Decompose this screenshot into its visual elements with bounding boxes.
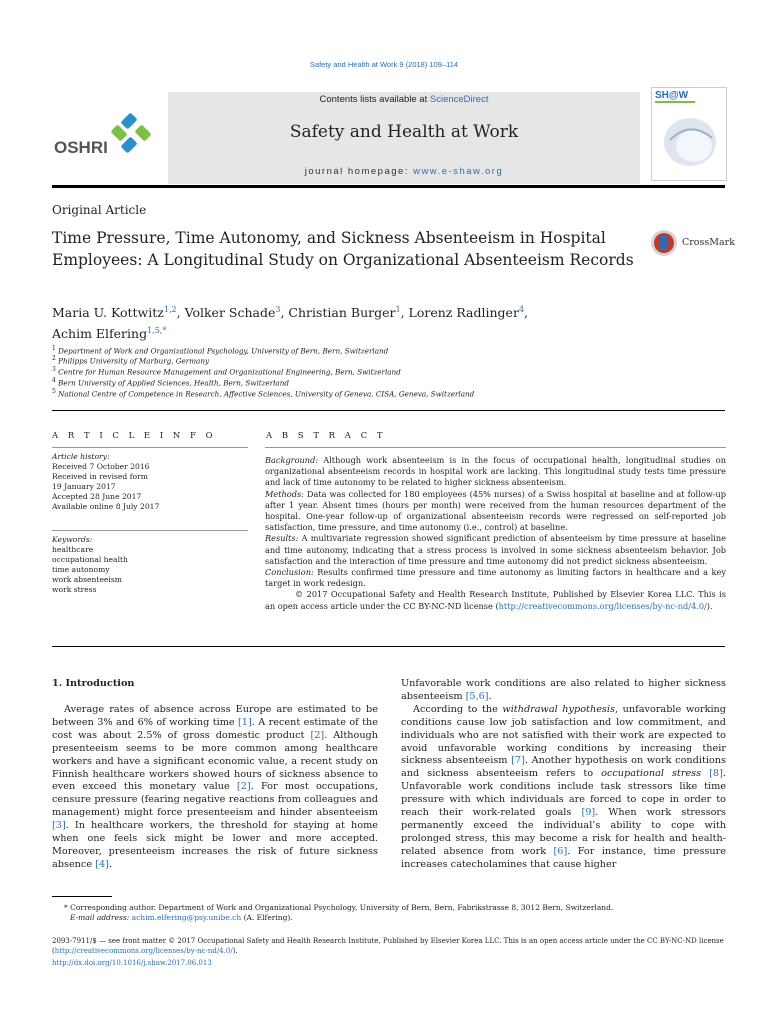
abstract-conclusion — [265, 567, 726, 589]
journal-title: Safety and Health at Work — [289, 122, 519, 142]
intro-paragraph — [52, 704, 378, 872]
copyright-text: © 2017 Occupational Safety and Health Research Institute, Published by Elsevier Korea LLC. This is an open access article under the CC BY-NC-ND license ( — [265, 589, 726, 611]
author-name[interactable]: Christian Burger — [288, 305, 396, 321]
author-name[interactable]: Lorenz Radlinger — [408, 305, 519, 321]
reference-link[interactable]: [7] — [511, 755, 525, 767]
citation-line[interactable]: Safety and Health at Work 9 (2018) 109–114 — [309, 60, 459, 69]
keyword: healthcare — [52, 545, 94, 554]
affiliation-number: 2 — [52, 355, 56, 362]
text-run: , unfavorable working conditions cause low job satisfaction and low commitment, and individuals who are not satisfied with their work are expected to avoid unfavorable working conditions by increasing their sickness absenteeism — [401, 703, 726, 767]
crossmark-icon — [650, 229, 678, 257]
bottom-license-link[interactable]: http://creativecommons.org/licenses/by-nc-nd/4.0/ — [54, 947, 233, 955]
text-run: . Unfavorable work conditions include task stressors like time pressure with which individuals are forced to cope in order to reach their work-related goals — [401, 768, 726, 819]
affiliation-number: 1 — [52, 345, 56, 352]
emphasis: withdrawal hypothesis — [502, 703, 615, 715]
affiliation-text: Philipps University of Marburg, Germany — [58, 356, 210, 366]
section-heading-introduction: 1. Introduction — [52, 678, 135, 689]
results-text: A multivariate regression showed significant prediction of absenteeism by time pressure at baseline and time autonomy, indicating that a stress process is involved in some sickness absenteeism behavior. Job satisfaction and the interaction of time pressure and time autonomy did not predict sickness absenteeism. — [265, 533, 726, 566]
text-run: . For instance, time pressure increases catecholamines that cause higher — [401, 845, 726, 870]
author-affil-ref[interactable]: 1,2 — [163, 305, 177, 314]
author-affil-ref[interactable]: 3 — [275, 305, 281, 314]
cover-graphic — [660, 110, 722, 172]
affiliation-text: Centre for Human Resource Management and Organizational Engineering, Bern, Switzerland — [58, 367, 401, 377]
author-affil-ref[interactable]: 4 — [518, 305, 525, 314]
keywords-block — [52, 535, 248, 595]
abstract-results — [265, 533, 726, 567]
footnote-marker: * — [64, 903, 68, 912]
history-item: 19 January 2017 — [52, 482, 116, 491]
reference-link[interactable]: [2] — [310, 729, 325, 741]
article-info-rule — [52, 447, 248, 448]
crossmark-label: CrossMark — [682, 237, 735, 248]
methods-label: Methods: — [265, 488, 304, 499]
crossmark-badge[interactable] — [650, 229, 740, 259]
reference-link[interactable]: [1] — [238, 716, 252, 728]
history-label: Article history: — [52, 452, 110, 461]
affiliation-rule — [52, 410, 725, 411]
issn-text: 2093-7911/$ — see front matter © 2017 Occupational Safety and Health Research Institute, Published by Elsevier Korea LLC. This is an open access article under the CC BY-NC-ND license ( — [52, 937, 724, 955]
intro-paragraph — [401, 704, 726, 872]
text-run: . In healthcare workers, the threshold for staying at home when one feels sick might be lower and more accepted. Moreover, presenteeism increases the risk of future sickness absence — [52, 820, 378, 870]
intro-left-column — [52, 704, 378, 872]
contents-prefix: Contents lists available at — [319, 94, 430, 105]
author-affil-ref[interactable]: 1 — [395, 305, 401, 314]
license-link[interactable]: http://creativecommons.org/licenses/by-nc-nd/4.0/ — [498, 600, 707, 611]
affiliation — [52, 345, 388, 355]
conclusion-label: Conclusion: — [265, 567, 314, 578]
author-separator: , — [524, 305, 529, 321]
affiliation — [52, 366, 401, 376]
corresponding-author-footnote — [52, 903, 732, 923]
contents-line — [168, 94, 640, 105]
abstract-copyright — [265, 589, 726, 611]
keyword: time autonomy — [52, 565, 110, 574]
methods-text: Data was collected for 180 employees (45% nurses) of a Swiss hospital at baseline and at follow-up after 1 year. Absent times (hours per month) were received from the human resources department of the hospital. One-year follow-up of organizational absenteeism records were regressed on self-reported job satisfaction, time pressure, and time autonomy (i.e., control) at baseline. — [265, 488, 726, 533]
results-label: Results: — [265, 533, 299, 544]
intro-paragraph — [401, 678, 726, 704]
homepage-prefix: journal homepage: — [304, 166, 414, 177]
abstract-bottom-rule — [52, 646, 725, 647]
author-separator: , — [280, 305, 289, 321]
history-item: Received 7 October 2016 — [52, 462, 150, 471]
author-name[interactable]: Volker Schade — [184, 305, 276, 321]
text-run: . Another hypothesis on work conditions and sickness absenteeism refers to — [401, 755, 726, 780]
affiliation-number: 3 — [52, 366, 56, 373]
author-separator: , — [400, 305, 409, 321]
cover-logo: SH@W — [655, 90, 689, 101]
history-item: Accepted 28 June 2017 — [52, 492, 142, 501]
affiliation-text: National Centre of Competence in Research, Affective Sciences, University of Geneva, CISA, Geneva, Switzerland — [58, 389, 475, 399]
email-suffix: (A. Elfering). — [241, 913, 293, 922]
text-run — [701, 768, 709, 779]
journal-cover-image — [651, 87, 727, 181]
text-run: According to the — [413, 703, 503, 715]
affiliation — [52, 377, 289, 387]
affiliation-number: 5 — [52, 388, 56, 395]
affiliation — [52, 355, 209, 365]
affiliation-number: 4 — [52, 377, 56, 384]
abstract-background — [265, 455, 726, 489]
author-name[interactable]: Achim Elfering — [52, 326, 148, 342]
text-run: . Although presenteeism seems to be more common among healthcare workers and have a significant economic value, a recent study on Finnish healthcare workers showed hours of sickness absence to even exceed this monetary value — [52, 729, 378, 793]
abstract-body — [265, 455, 726, 612]
article-type: Original Article — [52, 203, 147, 217]
text-run: . — [488, 690, 492, 702]
reference-link[interactable]: [4] — [95, 858, 109, 870]
abstract-methods — [265, 489, 726, 534]
author-list — [52, 301, 652, 343]
text-run: Average rates of absence across Europe are estimated to be between 3% and 6% of working time — [52, 704, 378, 728]
reference-link[interactable]: [6] — [553, 845, 568, 857]
conclusion-text: Results confirmed time pressure and time autonomy as limiting factors in healthcare and a key target in work redesign. — [265, 567, 726, 589]
background-text: Although work absenteeism is in the focus of occupational health, longitudinal studies on organizational absenteeism records in hospital work are lacking. This longitudinal study tests time pressure and lack of time autonomy to be related to higher sickness absenteeism. — [265, 455, 726, 488]
sciencedirect-link[interactable]: ScienceDirect — [429, 94, 489, 105]
affiliation-text: Bern University of Applied Sciences, Health, Bern, Switzerland — [58, 378, 289, 388]
author-affil-ref[interactable]: 1,5,* — [147, 326, 167, 336]
corresponding-text: Corresponding author. Department of Work and Organizational Psychology, University of Bern, Bern, Fabrikstrasse 8, 3012 Bern, Switzerland. — [67, 903, 614, 912]
article-title: Time Pressure, Time Autonomy, and Sickness Absenteeism in Hospital Employees: A Longitudinal Study on Organizational Absenteeism Records — [52, 229, 634, 269]
author-separator: , — [176, 305, 185, 321]
doi-link[interactable]: http://dx.doi.org/10.1016/j.shaw.2017.06.013 — [52, 959, 212, 967]
text-run: . For most occupations, censure pressure (fearing negative reactions from colleagues and management) might force presenteeism and hinder absenteeism — [52, 781, 378, 819]
background-label: Background: — [265, 455, 319, 465]
reference-link[interactable]: [9] — [581, 807, 596, 819]
text-run: . — [108, 858, 112, 870]
history-item: Received in revised form — [52, 472, 148, 481]
keyword: work stress — [52, 585, 97, 594]
journal-homepage — [168, 166, 640, 177]
keyword: occupational health — [52, 555, 128, 564]
oshri-logo-text: OSHRI — [54, 138, 108, 157]
email-label: E-mail address: — [70, 913, 132, 922]
text-run: Unfavorable work conditions are also related to higher sickness absenteeism — [401, 678, 726, 702]
text-run: . A recent estimate of the cost was about 2.5% of gross domestic product — [52, 716, 378, 741]
keywords-rule — [52, 530, 248, 531]
header-rule — [52, 185, 725, 188]
reference-link[interactable]: [8] — [709, 768, 723, 780]
history-item: Available online 8 July 2017 — [52, 502, 160, 511]
abstract-rule — [265, 447, 726, 448]
keywords-label: Keywords: — [52, 535, 93, 544]
intro-right-column — [401, 678, 726, 872]
reference-link[interactable]: [5,6] — [465, 690, 489, 702]
cover-subtitle-bar — [655, 101, 695, 103]
affiliation-text: Department of Work and Organizational Psychology, University of Bern, Bern, Switzerland — [58, 346, 389, 356]
reference-link[interactable]: [3] — [52, 820, 66, 832]
reference-link[interactable]: [2] — [236, 781, 251, 793]
copyright-end: ). — [706, 600, 713, 611]
homepage-link[interactable]: www.e-shaw.org — [413, 166, 504, 177]
author-name[interactable]: Maria U. Kottwitz — [52, 305, 164, 321]
article-history — [52, 452, 248, 512]
license-end: ). — [232, 947, 238, 955]
abstract-heading: A B S T R A C T — [266, 431, 387, 441]
text-run: . When work stressors permanently exceed the individual’s ability to cope with prolonged stress, this may become a risk for health and health-related absence from work — [401, 807, 727, 857]
emphasis: occupational stress — [601, 768, 702, 780]
front-matter-notice — [52, 936, 742, 956]
footnote-rule — [52, 896, 112, 897]
email-link[interactable]: achim.elfering@psy.unibe.ch — [131, 913, 242, 922]
keyword: work absenteeism — [52, 575, 122, 584]
article-info-heading: A R T I C L E I N F O — [52, 431, 217, 441]
affiliation — [52, 388, 474, 398]
